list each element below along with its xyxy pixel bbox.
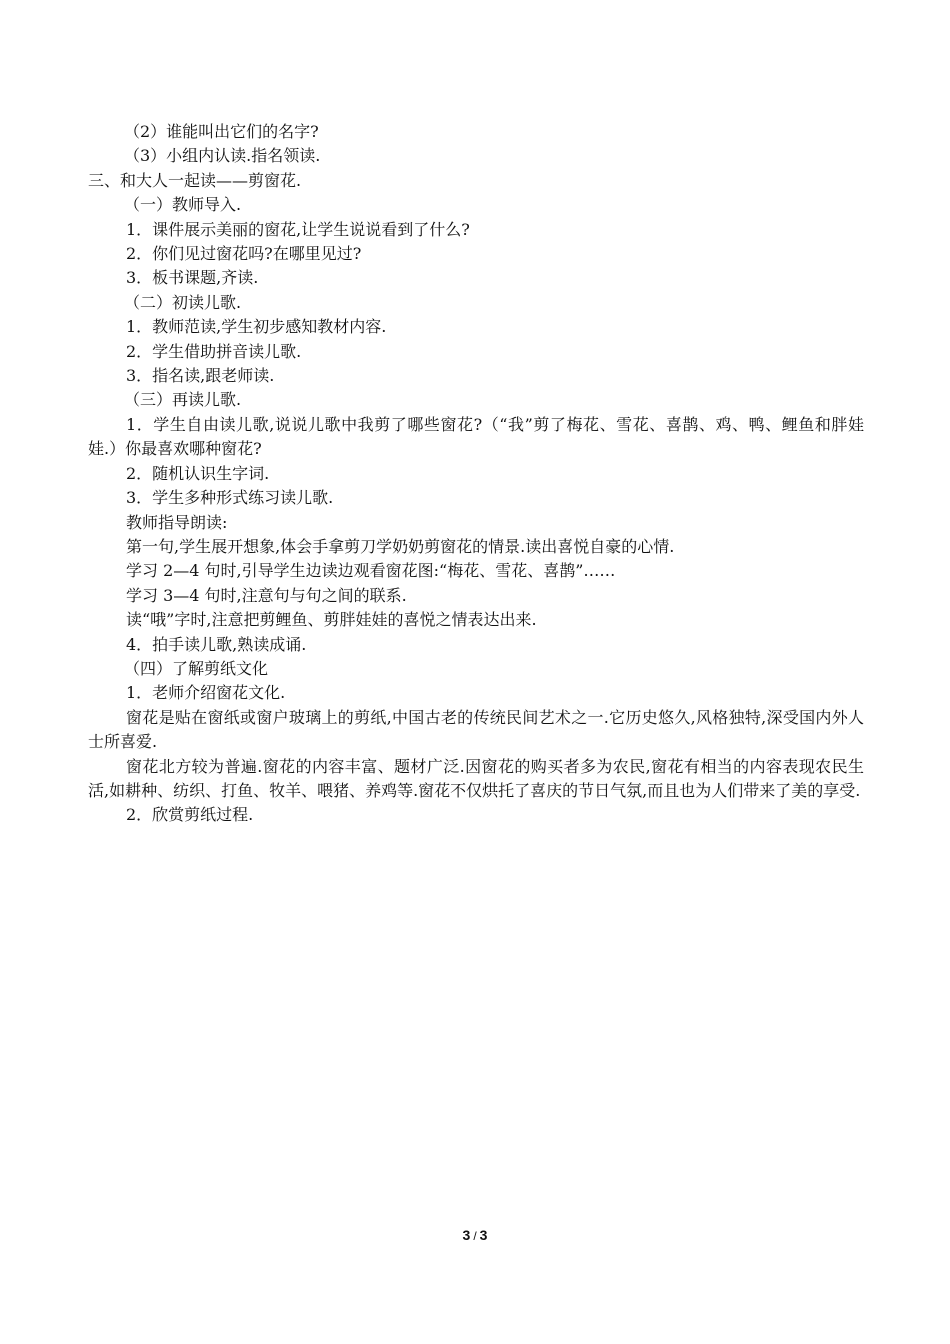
paragraph: 读“哦”字时,注意把剪鲤鱼、剪胖娃娃的喜悦之情表达出来. xyxy=(126,610,537,630)
list-item: 2．欣赏剪纸过程. xyxy=(126,805,254,825)
list-item: 3．学生多种形式练习读儿歌. xyxy=(126,488,334,508)
section-heading: 三、和大人一起读——剪窗花. xyxy=(88,170,302,190)
page-separator: / xyxy=(473,1229,477,1243)
paragraph: 窗花北方较为普遍.窗花的内容丰富、题材广泛.因窗花的购买者多为农民,窗花有相当的内容表现农民生活,如耕种、纺织、打鱼、牧羊、喂猪、养鸡等.窗花不仅烘托了喜庆的节日气氛,而且也为人们带来了美的享受. xyxy=(88,756,864,800)
subsection-heading: （四）了解剪纸文化 xyxy=(124,658,269,678)
paragraph: 学习 2—4 句时,引导学生边读边观看窗花图:“梅花、雪花、喜鹊”…… xyxy=(126,561,616,581)
paragraph: 第一句,学生展开想象,体会手拿剪刀学奶奶剪窗花的情景.读出喜悦自豪的心情. xyxy=(126,536,675,556)
subsection-heading: （三）再读儿歌. xyxy=(124,390,242,410)
paragraph: 学习 3—4 句时,注意句与句之间的联系. xyxy=(126,585,407,605)
list-item: （3）小组内认读.指名领读. xyxy=(124,146,321,166)
list-item: 3．板书课题,齐读. xyxy=(126,268,259,288)
list-item: 1．课件展示美丽的窗花,让学生说说看到了什么? xyxy=(126,219,470,239)
list-item: 2．你们见过窗花吗?在哪里见过? xyxy=(126,244,362,264)
list-item: 1．教师范读,学生初步感知教材内容. xyxy=(126,317,387,337)
subsection-heading: （二）初读儿歌. xyxy=(124,292,242,312)
paragraph: 教师指导朗读: xyxy=(126,512,228,532)
document-body xyxy=(88,120,864,828)
total-pages: 3 xyxy=(479,1227,488,1243)
current-page: 3 xyxy=(462,1227,471,1243)
list-item: 2．随机认识生字词. xyxy=(126,463,270,483)
list-item: （2）谁能叫出它们的名字? xyxy=(124,122,319,141)
list-item: 1．老师介绍窗花文化. xyxy=(126,683,286,703)
list-item: 4．拍手读儿歌,熟读成诵. xyxy=(126,634,307,654)
paragraph: 窗花是贴在窗纸或窗户玻璃上的剪纸,中国古老的传统民间艺术之一.它历史悠久,风格独特,深受国内外人士所喜爱. xyxy=(88,707,864,752)
paragraph: 1．学生自由读儿歌,说说儿歌中我剪了哪些窗花?（“我”剪了梅花、雪花、喜鹊、鸡、鸭、鲤鱼和胖娃娃.）你最喜欢哪种窗花? xyxy=(88,414,864,459)
list-item: 2．学生借助拼音读儿歌. xyxy=(126,341,302,361)
subsection-heading: （一）教师导入. xyxy=(124,195,242,215)
page-number xyxy=(0,1227,950,1243)
list-item: 3．指名读,跟老师读. xyxy=(126,366,275,386)
